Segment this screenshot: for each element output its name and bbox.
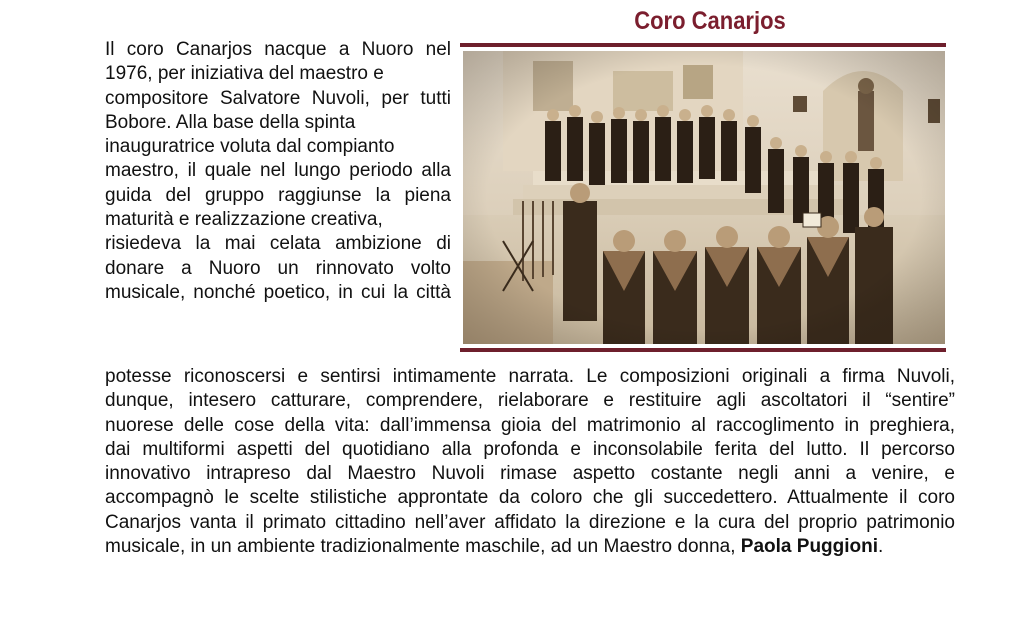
body-line: 1976, per iniziativa del maestro e — [105, 63, 384, 85]
final-line-period: . — [878, 536, 884, 558]
body-line: Canarjos vanta il primato cittadino nell’aver affidato la direzione e la cura del proprio patrimonio — [105, 511, 955, 533]
photo-top-rule — [460, 43, 946, 47]
body-line: maturità e realizzazione creativa, — [105, 209, 383, 231]
photo-bottom-rule — [460, 348, 946, 352]
body-line: Bobore. Alla base della spinta — [105, 111, 356, 133]
article-body-column — [105, 365, 955, 559]
body-line: musicale, nonché poetico, in cui la città — [105, 281, 451, 303]
body-line: innovativo intrapreso dal Maestro Nuvoli rimase aspetto costante negli anni a venire, e — [105, 463, 955, 485]
body-line: risiedeva la mai celata ambizione di — [105, 233, 451, 255]
director-name: Paola Puggioni — [740, 536, 879, 558]
body-line: potesse riconoscersi e sentirsi intimamente narrata. Le composizioni originali a firma Nuvoli, — [105, 366, 955, 387]
body-line: accompagnò le scelte stilistiche approntate da coloro che gli succedettero. Attualmente il coro — [105, 487, 955, 509]
body-line: dai multiformi aspetti del quotidiano alla profonda e inconsolabile ferita del lutto. Il percorso — [105, 438, 955, 460]
body-line: dunque, intesero catturare, comprendere, rielaborare e restituire agli ascoltatori il “sentire” — [105, 390, 955, 412]
body-line: nuorese delle cose della vita: dall’immensa gioia del matrimonio al raccoglimento in preghiera, — [105, 414, 955, 436]
article-intro-column — [105, 38, 451, 305]
body-line: guida del gruppo raggiunse la piena — [105, 184, 451, 206]
body-line: Il coro Canarjos nacque a Nuoro nel — [105, 39, 451, 60]
choir-photo — [463, 51, 945, 344]
final-line-text: musicale, in un ambiente tradizionalmente maschile, ad un Maestro donna, — [105, 536, 741, 558]
body-line: donare a Nuoro un rinnovato volto — [105, 257, 451, 279]
body-line: compositore Salvatore Nuvoli, per tutti — [105, 87, 451, 109]
body-line: maestro, il quale nel lungo periodo alla — [105, 160, 451, 182]
article-title: Coro Canarjos — [634, 7, 786, 35]
body-line: inauguratrice voluta dal compianto — [105, 136, 395, 158]
body-final-line — [105, 535, 955, 559]
